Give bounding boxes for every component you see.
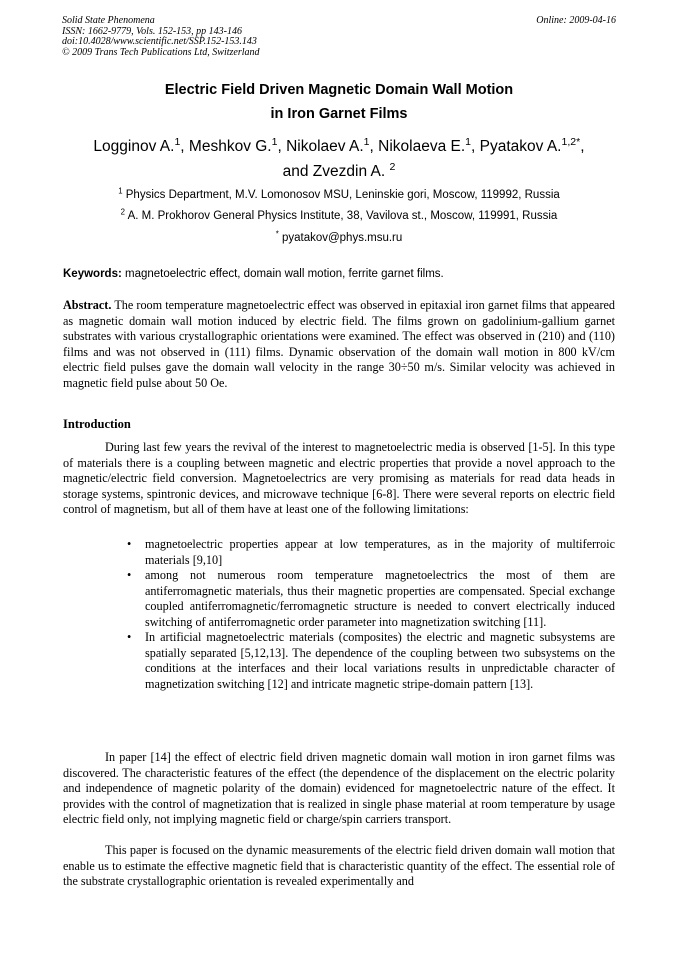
author-name: Pyatakov A. <box>479 138 562 155</box>
affiliation-sup: 1 <box>118 186 123 196</box>
intro-paragraph-3: This paper is focused on the dynamic measurements of the electric field driven domain wall motion that enable us to estimate the effective magnetic field that is characteristic quantity of the effect. The essential role of the substrate crystallographic orientation is revealed experimentally and <box>63 843 615 888</box>
author-separator: , <box>277 138 287 155</box>
abstract-label: Abstract. <box>63 298 112 312</box>
intro-paragraph-1: During last few years the revival of the interest to magnetoelectric media is observed [1-5]. In this type of materials there is a coupling between magnetic and electric properties that provide a novel approach to the magnetic/electric field conversion. Magnetoelectrics are very promising as materials for read data heads in storage systems, spintronic devices, and microwave technique [6-8]. There were several reports on electric field control of magnetism, but all of them have at least one of the following limitations: <box>63 440 615 516</box>
author-name: and Zvezdin A. <box>282 163 386 180</box>
journal-header <box>62 16 260 58</box>
introduction-heading: Introduction <box>63 417 131 431</box>
abstract-text: The room temperature magnetoelectric effect was observed in epitaxial iron garnet films that appeared as magnetic domain wall motion induced by electric field. The films grown on gadolinium-gallium garnet substrates with various crystallographic orientations were examined. The effect was observed in (210) and (110) films and was not observed in (111) films. Dynamic observation of the domain wall motion in 800 kV/cm electric field pulses gave the domain wall velocity in the range 30÷50 m/s. Similar velocity was achieved in magnetic field pulse about 50 Oe. <box>63 298 616 390</box>
affiliation-1 <box>0 186 678 201</box>
affiliation-text: A. M. Prokhorov General Physics Institute, 38, Vavilova st., Moscow, 119991, Russia <box>127 210 558 222</box>
journal-name: Solid State Phenomena <box>62 15 155 26</box>
author-affil-sup: 1,2* <box>561 136 581 149</box>
author-list-line-1 <box>0 138 678 156</box>
doi-line: doi:10.4028/www.scientific.net/SSP.152-153.143 <box>62 36 257 47</box>
list-item <box>127 568 615 630</box>
email-text: pyatakov@phys.msu.ru <box>281 232 403 244</box>
author-name: Meshkov G. <box>188 138 272 155</box>
bullet-icon: • <box>127 568 132 582</box>
copyright-line: © 2009 Trans Tech Publications Ltd, Switzerland <box>62 46 260 58</box>
online-date: Online: 2009-04-16 <box>536 15 616 26</box>
author-separator: , <box>471 138 480 155</box>
affiliation-2 <box>0 207 678 222</box>
author-list-line-2 <box>0 163 678 181</box>
corresponding-mark: * <box>275 229 279 239</box>
author-affil-sup: 1 <box>465 136 472 149</box>
limitations-list <box>127 537 615 692</box>
bullet-icon: • <box>127 537 132 551</box>
affiliation-sup: 2 <box>120 207 126 217</box>
author-separator: , <box>580 138 585 155</box>
list-item-text: among not numerous room temperature magnetoelectrics the most of them are antiferromagnetic materials, thus their magnetic properties are compensated. Special exchange coupled antiferromagnetic/ferromagnetic structure is needed to convert electrically induced switching of antiferromagnetic order parameter into magnetization switching [11]. <box>145 568 615 629</box>
keywords-label: Keywords: <box>63 268 122 280</box>
intro-paragraph-2: In paper [14] the effect of electric field driven magnetic domain wall motion in iron garnet films was discovered. The characteristic features of the effect (the dependence of the displacement on the electric polarity and independence of magnetic polarity of the domain) evidenced for magnetoelectric nature of the effect. It provides with the control of magnetization that is realized in single phase material at room temperature by usage electric field only, not implying magnetic field or charge/spin carriers transport. <box>63 750 615 826</box>
keywords-text: magnetoelectric effect, domain wall motion, ferrite garnet films. <box>125 268 444 280</box>
keywords <box>63 268 444 280</box>
author-affil-sup: 1 <box>363 136 370 149</box>
list-item <box>127 537 615 568</box>
author-name: Nikolaeva E. <box>378 138 466 155</box>
author-name: Nikolaev A. <box>286 138 364 155</box>
author-separator: , <box>369 138 379 155</box>
affiliation-text: Physics Department, M.V. Lomonosov MSU, Leninskie gori, Moscow, 119992, Russia <box>125 189 560 201</box>
paper-title-line-2: in Iron Garnet Films <box>270 106 408 122</box>
author-affil-sup: 1 <box>174 136 181 149</box>
author-affil-sup: 2 <box>389 161 396 174</box>
list-item-text: magnetoelectric properties appear at low temperatures, as in the majority of multiferroic materials [9,10] <box>145 537 615 567</box>
paper-title-line-1: Electric Field Driven Magnetic Domain Wall Motion <box>164 82 514 98</box>
corresponding-email <box>0 229 678 244</box>
author-name: Logginov A. <box>93 138 175 155</box>
abstract <box>63 298 615 391</box>
author-affil-sup: 1 <box>271 136 278 149</box>
list-item <box>127 630 615 692</box>
bullet-icon: • <box>127 630 132 644</box>
issn-line: ISSN: 1662-9779, Vols. 152-153, pp 143-146 <box>62 25 242 37</box>
list-item-text: In artificial magnetoelectric materials (composites) the electric and magnetic subsystems are spatially separated [5,12,13]. The dependence of the coupling between two subsystems on the conditions at the interfaces and their local variations results in unpredictable character of magnetization switching [12] and intricate magnetic stripe-domain pattern [13]. <box>145 630 615 691</box>
author-separator: , <box>180 138 189 155</box>
